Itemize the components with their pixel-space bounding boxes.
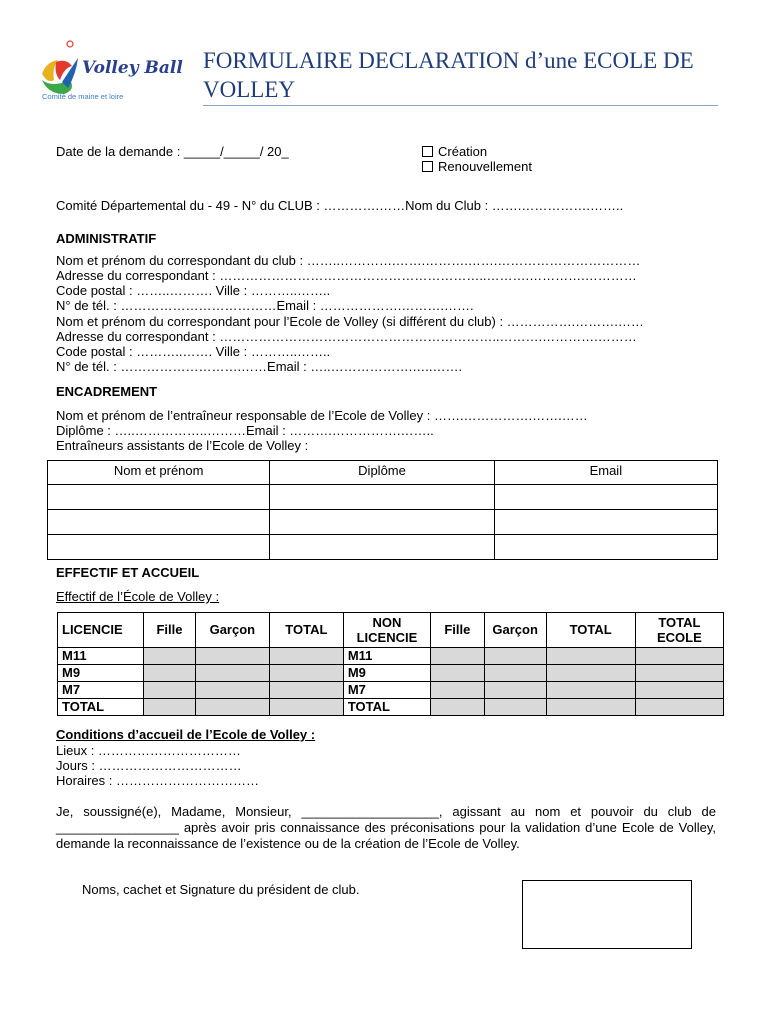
table-row	[48, 535, 718, 560]
table-cell[interactable]	[494, 485, 717, 510]
jours-field[interactable]: Jours : ……………………………	[56, 758, 242, 773]
total-header: TOTAL	[269, 613, 343, 648]
non-licencie-header: NON LICENCIE	[343, 613, 430, 648]
table-header-row	[48, 461, 718, 485]
table-cell[interactable]	[144, 648, 196, 665]
table-cell[interactable]	[144, 699, 196, 716]
table-row	[58, 665, 724, 682]
col-header-nom: Nom et prénom	[48, 461, 270, 485]
encadrement-heading: ENCADREMENT	[56, 384, 158, 399]
table-cell[interactable]	[484, 665, 546, 682]
table-cell[interactable]	[144, 682, 196, 699]
table-cell[interactable]	[269, 648, 343, 665]
logo-subtitle: Comité de maine et loire	[42, 92, 124, 101]
table-cell[interactable]	[270, 485, 494, 510]
table-row	[58, 682, 724, 699]
row-label: M7	[58, 682, 144, 699]
title-underline	[203, 105, 718, 106]
row-label: TOTAL	[343, 699, 430, 716]
col-header-email: Email	[494, 461, 717, 485]
creation-checkbox[interactable]	[422, 146, 433, 157]
table-row	[58, 648, 724, 665]
table-cell[interactable]	[431, 648, 485, 665]
admin-field[interactable]: Nom et prénom du correspondant du club : ……..………….…….……….…….……………………………	[56, 253, 641, 268]
licencie-header: LICENCIE	[58, 613, 144, 648]
row-label: M9	[58, 665, 144, 682]
logo-wordmark: Volley Ball	[82, 58, 183, 78]
table-row	[48, 485, 718, 510]
table-cell[interactable]	[270, 535, 494, 560]
table-cell[interactable]	[431, 682, 485, 699]
table-cell[interactable]	[431, 665, 485, 682]
table-cell[interactable]	[195, 648, 269, 665]
row-label: M7	[343, 682, 430, 699]
table-cell[interactable]	[48, 485, 270, 510]
encadrement-field[interactable]: Diplôme : …..……………..………Email : ……….…………….……..	[56, 423, 434, 438]
option-creation[interactable]	[422, 144, 487, 159]
table-cell[interactable]	[431, 699, 485, 716]
table-cell[interactable]	[269, 665, 343, 682]
row-label: M9	[343, 665, 430, 682]
admin-field[interactable]: Nom et prénom du correspondant pour l’Ecole de Volley (si différent du club) : …………….……….……	[56, 314, 644, 329]
table-cell[interactable]	[269, 682, 343, 699]
table-cell[interactable]	[484, 699, 546, 716]
table-row	[48, 510, 718, 535]
admin-field[interactable]: Adresse du correspondant : ……………………………………………………..……….………….…………	[56, 268, 637, 283]
assistants-table	[47, 460, 718, 560]
table-cell[interactable]	[546, 682, 635, 699]
table-cell[interactable]	[546, 665, 635, 682]
table-cell[interactable]	[635, 699, 723, 716]
encadrement-label: Entraîneurs assistants de l’Ecole de Volley :	[56, 438, 309, 453]
signature-box[interactable]	[522, 880, 692, 949]
table-cell[interactable]	[635, 682, 723, 699]
table-cell[interactable]	[144, 665, 196, 682]
admin-field[interactable]: Adresse du correspondant : ………………………………………………………..……….………….………	[56, 329, 637, 344]
col-header-diplome: Diplôme	[270, 461, 494, 485]
row-label: M11	[343, 648, 430, 665]
total-ecole-header: TOTAL ECOLE	[635, 613, 723, 648]
encadrement-field[interactable]: Nom et prénom de l’entraîneur responsable de l’Ecole de Volley : …….…………….…….……	[56, 408, 588, 423]
page-title: FORMULAIRE DECLARATION d’une ECOLE DE VOLLEY	[203, 48, 694, 102]
renouvellement-label: Renouvellement	[438, 159, 532, 174]
effectif-subheading: Effectif de l’École de Volley :	[56, 589, 220, 604]
effectif-table	[57, 612, 724, 716]
effectif-heading: EFFECTIF ET ACCUEIL	[56, 565, 200, 580]
total-header: TOTAL	[546, 613, 635, 648]
conditions-heading: Conditions d’accueil de l’Ecole de Volley :	[56, 727, 316, 742]
signature-label: Noms, cachet et Signature du président de club.	[82, 882, 360, 897]
renouvellement-checkbox[interactable]	[422, 161, 433, 172]
admin-field[interactable]: Code postal : ……..………. Ville : ………..……..	[56, 283, 331, 298]
table-cell[interactable]	[546, 648, 635, 665]
garcon-header: Garçon	[484, 613, 546, 648]
option-renouvellement[interactable]	[422, 159, 532, 174]
admin-field[interactable]: N° de tél. : ………………………………Email : ……………….……….…….	[56, 298, 474, 313]
row-label: TOTAL	[58, 699, 144, 716]
table-cell[interactable]	[494, 510, 717, 535]
table-cell[interactable]	[484, 648, 546, 665]
fille-header: Fille	[144, 613, 196, 648]
admin-field[interactable]: Code postal : ………..……. Ville : ………..……..	[56, 344, 331, 359]
date-field[interactable]: Date de la demande : _____/_____/ 20_	[56, 144, 289, 159]
table-cell[interactable]	[635, 648, 723, 665]
table-cell[interactable]	[635, 665, 723, 682]
declaration-paragraph: Je, soussigné(e), Madame, Monsieur, ___________________, agissant au nom et pouvoir du club de _________________ après avoir pris connaissance des préconisations pour la validation d’une Ecole de Volley, demande la reconnaissance de l’existence ou de la création de l’Ecole de Volley.	[56, 804, 716, 851]
table-cell[interactable]	[494, 535, 717, 560]
administratif-heading: ADMINISTRATIF	[56, 231, 157, 246]
table-cell[interactable]	[48, 510, 270, 535]
table-cell[interactable]	[270, 510, 494, 535]
table-header-row	[58, 613, 724, 648]
table-cell[interactable]	[484, 682, 546, 699]
row-label: M11	[58, 648, 144, 665]
table-cell[interactable]	[269, 699, 343, 716]
garcon-header: Garçon	[195, 613, 269, 648]
creation-label: Création	[438, 144, 488, 159]
fille-header: Fille	[431, 613, 485, 648]
table-cell[interactable]	[48, 535, 270, 560]
comite-club-line[interactable]: Comité Départemental du - 49 - N° du CLUB : ………….……Nom du Club : …….…………….……..	[56, 198, 624, 213]
admin-field[interactable]: N° de tél. : ……………………….……Email : …..……………….…..…….	[56, 359, 463, 374]
table-cell[interactable]	[195, 682, 269, 699]
table-cell[interactable]	[546, 699, 635, 716]
horaires-field[interactable]: Horaires : ……………………………	[56, 773, 259, 788]
table-row	[58, 699, 724, 716]
lieux-field[interactable]: Lieux : ……………………………	[56, 743, 241, 758]
table-cell[interactable]	[195, 665, 269, 682]
table-cell[interactable]	[195, 699, 269, 716]
